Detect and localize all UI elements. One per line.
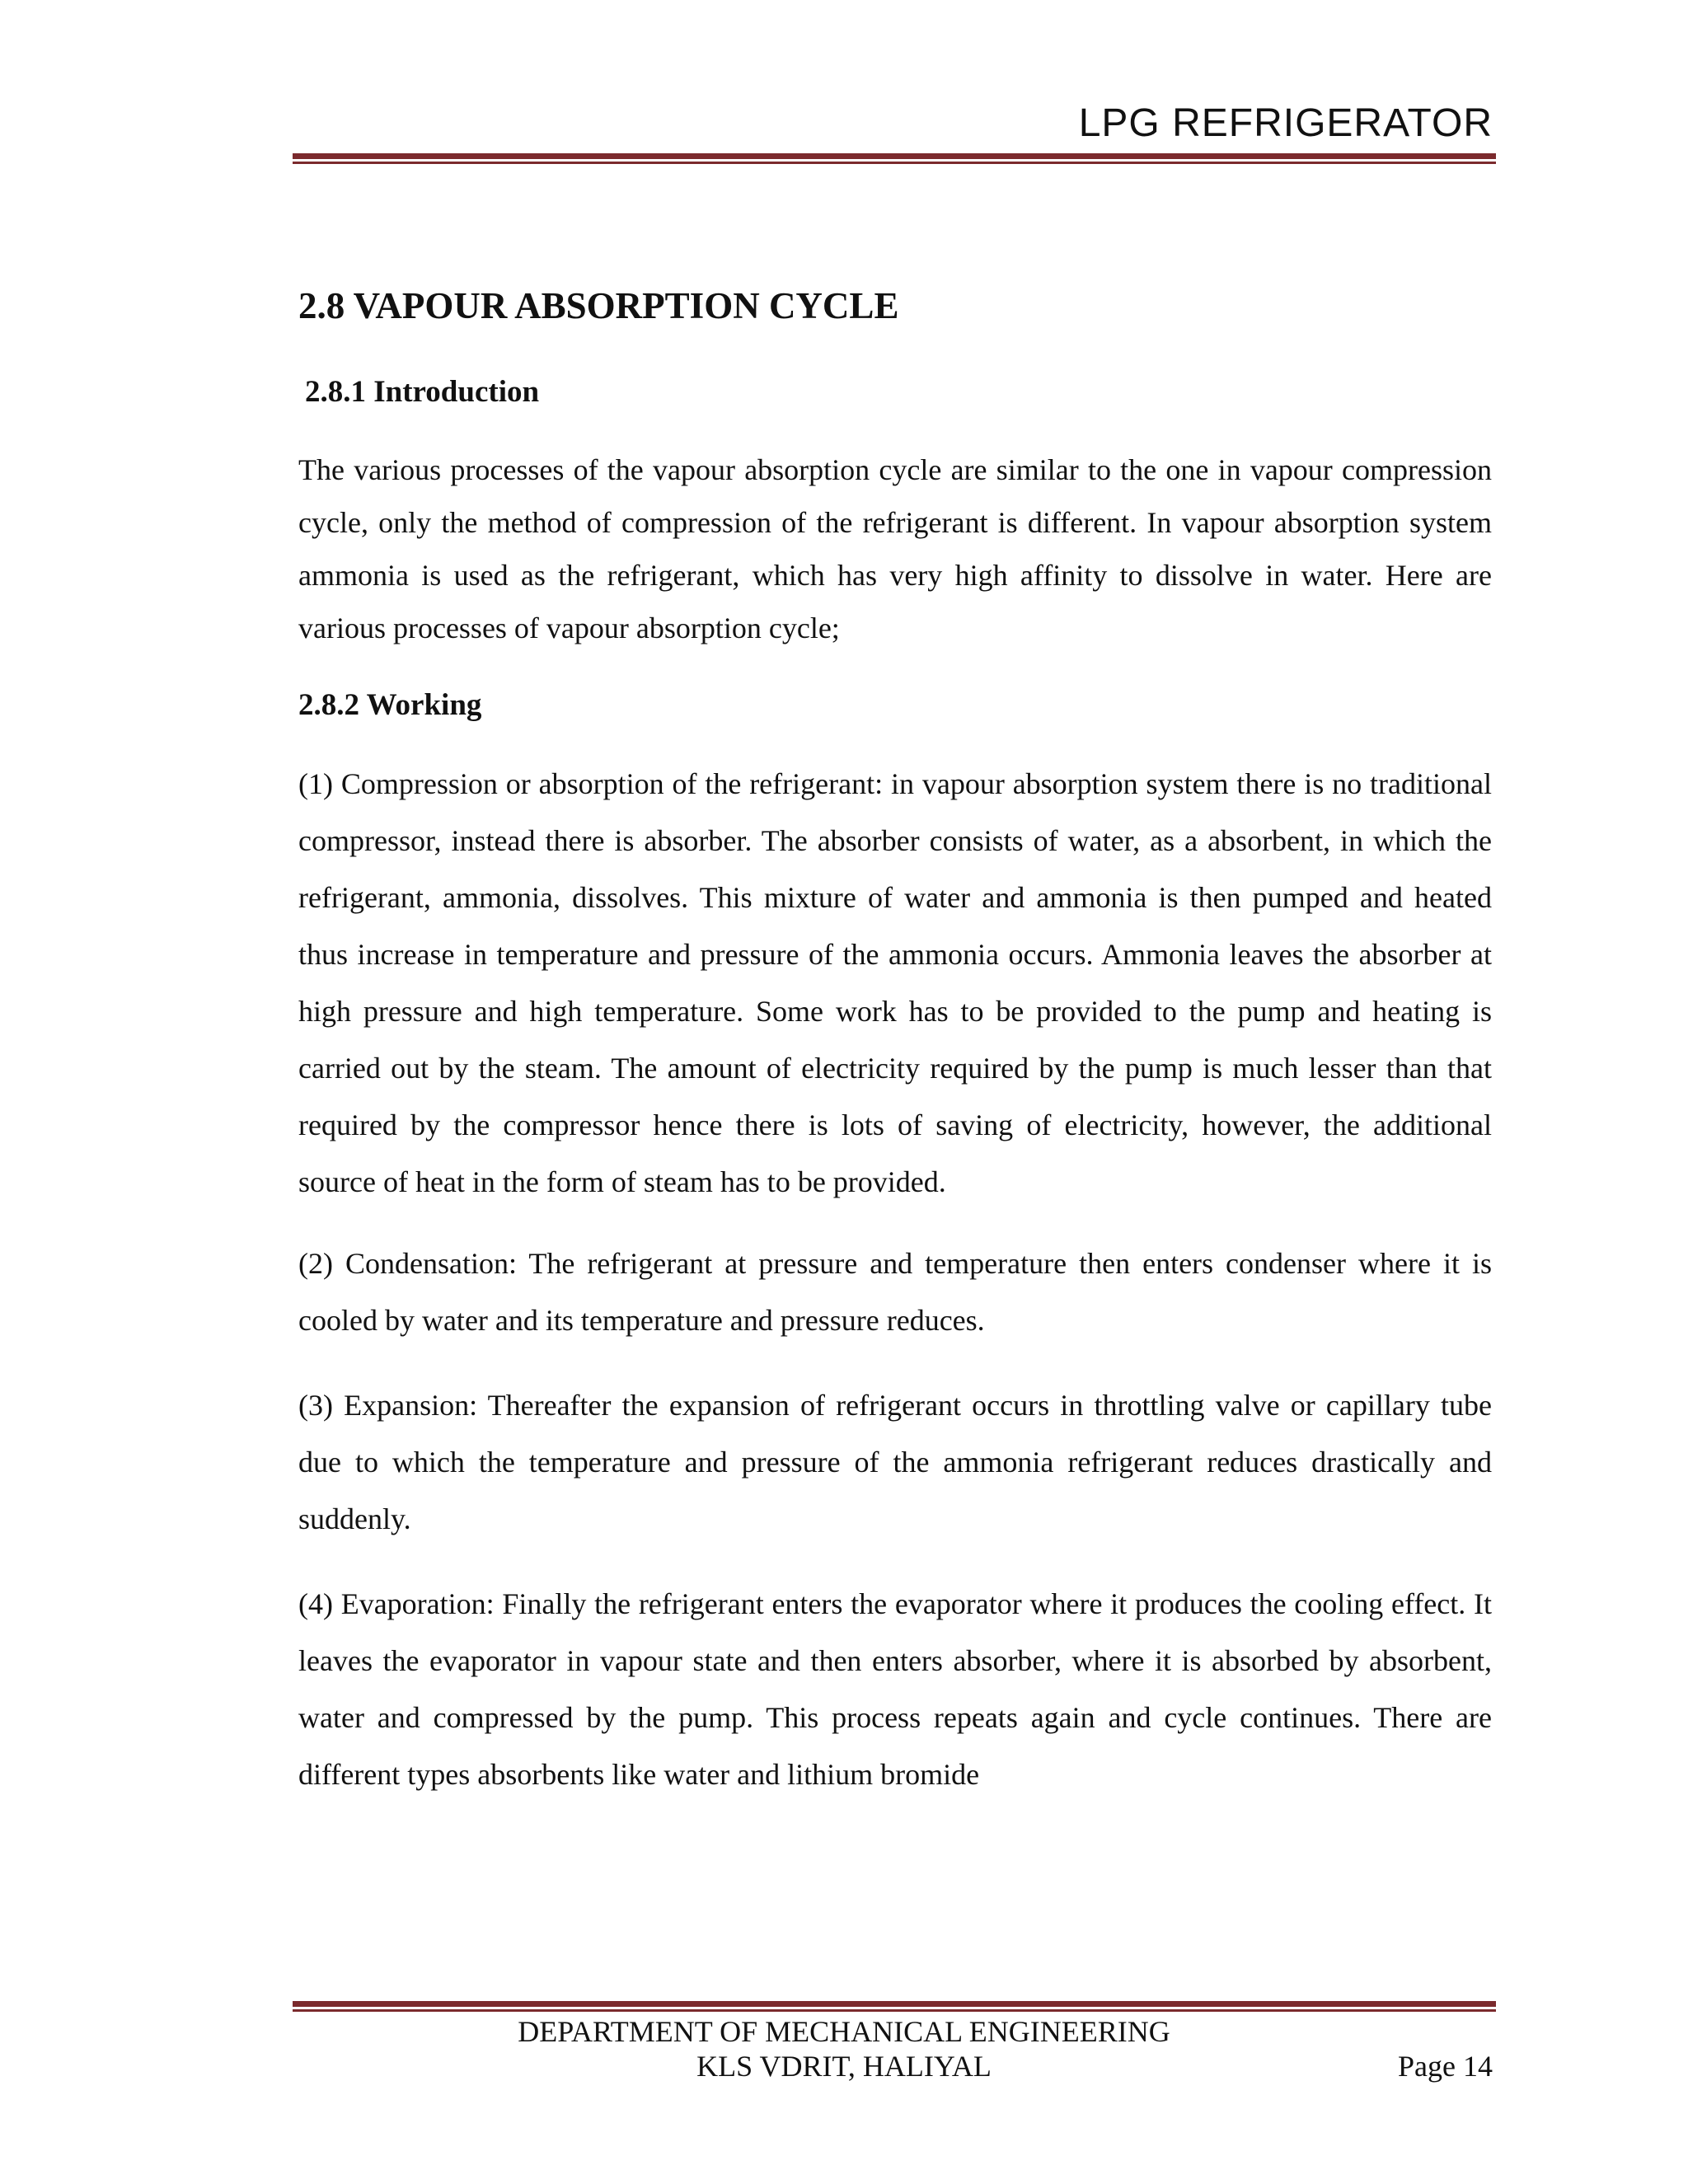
working-paragraph-evaporation: (4) Evaporation: Finally the refrigerant enters the evaporator where it produces the cooling effect. It leaves the evaporator in vapour state and then enters absorber, where it is absorbed by absorbent, water and compressed by the pump. This process repeats again and cycle continues. There are different types absorbents like water and lithium bromide — [298, 1586, 1492, 1791]
footer-college: KLS VDRIT, HALIYAL — [696, 2050, 992, 2083]
header-rule — [293, 153, 1496, 164]
working-paragraph-expansion: (3) Expansion: Thereafter the expansion of refrigerant occurs in throttling valve or capillary tube due to which the temperature and pressure of the ammonia refrigerant reduces drastically and suddenly. — [298, 1388, 1492, 1535]
working-paragraph-compression: (1) Compression or absorption of the refrigerant: in vapour absorption system there is no traditional compressor, instead there is absorber. The absorber consists of water, as a absorbent, in which the refrigerant, ammonia, dissolves. This mixture of water and ammonia is then pumped and heated thus increase in temperature and pressure of the ammonia occurs. Ammonia leaves the absorber at high pressure and high temperature. Some work has to be provided to the pump and heating is carried out by the steam. The amount of electricity required by the pump is much lesser than that required by the compressor hence there is lots of saving of electricity, however, the additional source of heat in the form of steam has to be provided. — [298, 766, 1492, 1198]
footer-department: DEPARTMENT OF MECHANICAL ENGINEERING — [518, 2015, 1170, 2048]
page-number: Page 14 — [1398, 2050, 1493, 2083]
working-heading: 2.8.2 Working — [298, 688, 482, 723]
page-content — [298, 264, 1492, 1803]
introduction-heading: 2.8.1 Introduction — [305, 375, 540, 409]
working-paragraph-condensation: (2) Condensation: The refrigerant at pressure and temperature then enters condenser where it is cooled by water and its temperature and pressure reduces. — [298, 1246, 1492, 1337]
introduction-paragraph: The various processes of the vapour absorption cycle are similar to the one in vapour compression cycle, only the method of compression of the refrigerant is different. In vapour absorption system ammonia is used as the refrigerant, which has very high affinity to dissolve in water. Here are various processes of vapour absorption cycle; — [298, 453, 1492, 645]
section-heading: 2.8 VAPOUR ABSORPTION CYCLE — [298, 285, 899, 326]
footer-rule — [293, 2001, 1496, 2012]
running-header-title: LPG REFRIGERATOR — [1078, 101, 1493, 145]
